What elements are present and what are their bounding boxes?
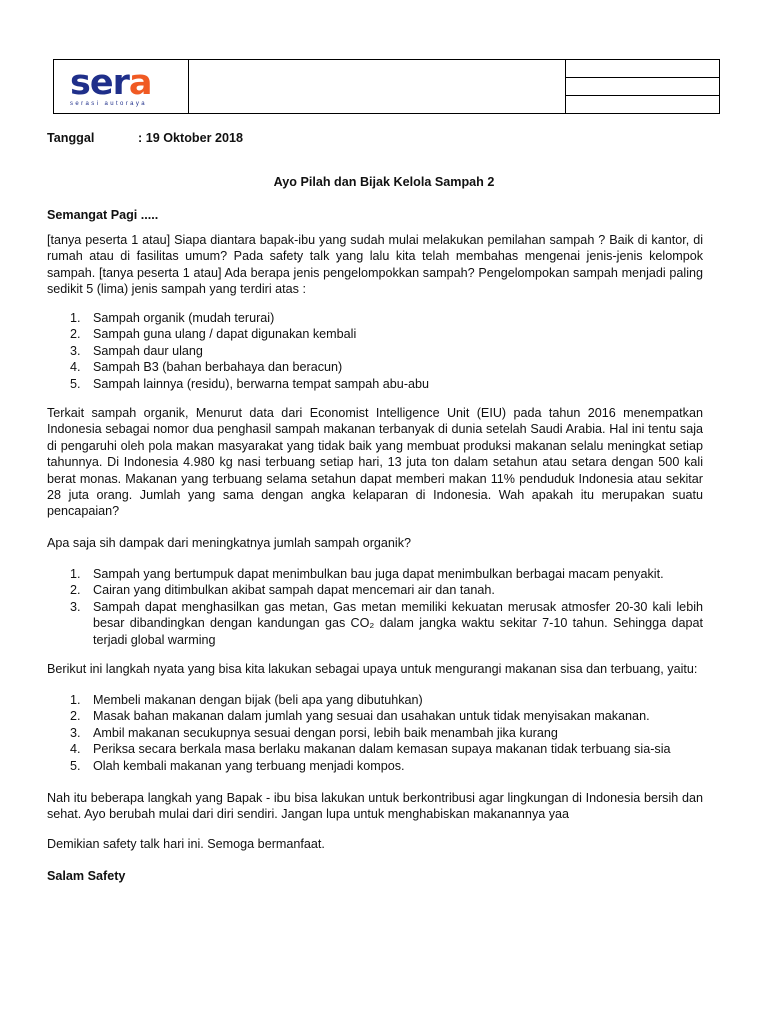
list-item-number: 2. (70, 327, 81, 342)
intro-paragraph: [tanya peserta 1 atau] Siapa diantara bapak-ibu yang sudah mulai melakukan pemilahan sampah ? Baik di kantor, di rumah atau di fasilitas umum? Pada safety talk yang lalu kita telah membahas mengenai jenis-jenis kelompok sampah. [tanya peserta 1 atau] Ada berapa jenis pengelompokkan sampah? Pengelompokan sampah menjadi paling sedikit 5 (lima) jenis sampah yang terdiri atas : (47, 233, 703, 297)
signoff: Salam Safety (47, 869, 126, 883)
logo-tagline: serasi autoraya (70, 101, 148, 107)
list-item-text: Masak bahan makanan dalam jumlah yang sesuai dan usahakan untuk tidak menyisakan makanan. (93, 709, 650, 724)
list-item-text: Sampah guna ulang / dapat digunakan kembali (93, 327, 357, 342)
list-item-text: Sampah daur ulang (93, 343, 203, 358)
company-logo (70, 64, 151, 102)
waste-type-item (47, 376, 703, 392)
impacts-list (47, 566, 703, 648)
steps-intro: Berikut ini langkah nyata yang bisa kita lakukan sebagai upaya untuk mengurangi makanan sisa dan terbuang, yaitu: (47, 662, 698, 676)
date-value: : 19 Oktober 2018 (138, 131, 243, 145)
list-item-text: Membeli makanan dengan bijak (beli apa yang dibutuhkan) (93, 693, 423, 707)
impact-question: Apa saja sih dampak dari meningkatnya jumlah sampah organik? (47, 536, 412, 550)
logo-cell (54, 60, 189, 113)
list-item-number: 2. (70, 709, 81, 724)
list-item-text: Olah kembali makanan yang terbuang menjadi kompos. (93, 758, 405, 773)
header-row-divider (566, 95, 719, 96)
list-item-text: Sampah lainnya (residu), berwarna tempat sampah abu-abu (93, 376, 430, 391)
list-item-text: Sampah organik (mudah terurai) (93, 311, 275, 325)
organic-waste-paragraph: Terkait sampah organik, Menurut data dari Economist Intelligence Unit (EIU) pada tahun 2016 menempatkan Indonesia sebagai nomor dua penghasil sampah makanan terbanyak di dunia setelah Saudi Arabia. Hal ini tentu saja di pengaruhi oleh pola makan masyarakat yang tidak baik yang membuat produksi makanan selalu meningkat setiap tahunnya. Di Indonesia 4.980 kg nasi terbuang setiap hari, 13 juta ton dalam setahun atau setara dengan 500 kali berat monas. Makanan yang terbuang selama setahun dapat memberi makan 11% penduduk Indonesia atau sekitar 28 juta orang. Jumlah yang sama dengan angka kelaparan di Indonesia. Wah apakah itu merupakan suatu pencapaian? (47, 406, 703, 519)
waste-type-item (47, 359, 703, 375)
closing-line: Demikian safety talk hari ini. Semoga bermanfaat. (47, 837, 325, 851)
list-item-number: 1. (70, 567, 81, 581)
list-item-text: Ambil makanan secukupnya sesuai dengan porsi, lebih baik menambah jika kurang (93, 725, 558, 740)
impact-item (47, 599, 703, 648)
document-header-table (53, 59, 720, 114)
waste-type-item (47, 310, 703, 326)
step-item (47, 708, 703, 724)
waste-types-list (47, 310, 703, 392)
list-item-number: 1. (70, 311, 81, 325)
header-row-divider (566, 77, 719, 78)
step-item (47, 725, 703, 741)
header-title-cell (189, 60, 566, 113)
impact-item (47, 566, 703, 582)
step-item (47, 741, 703, 757)
list-item-text: Sampah B3 (bahan berbahaya dan beracun) (93, 360, 343, 375)
list-item-number: 3. (70, 343, 81, 358)
list-item-number: 4. (70, 742, 81, 757)
list-item-number: 4. (70, 360, 81, 375)
greeting: Semangat Pagi ..... (47, 208, 159, 222)
waste-type-item (47, 343, 703, 359)
list-item-number: 3. (70, 725, 81, 740)
logo-wordmark: sera (70, 63, 152, 103)
logo-accent-letter: a (128, 63, 152, 103)
steps-list (47, 692, 703, 774)
waste-type-item (47, 326, 703, 342)
list-item-number: 5. (70, 758, 81, 773)
list-item-number: 3. (70, 599, 81, 614)
list-item-text: Sampah dapat menghasilkan gas metan, Gas metan memiliki kekuatan merusak atmosfer 20-30 kali lebih besar dibandingkan dengan kandungan gas CO₂ dalam jangka waktu sekitar 7-10 tahun. Sehingga dapat terjadi global warming (93, 599, 703, 647)
list-item-number: 1. (70, 693, 81, 707)
date-label: Tanggal (47, 131, 95, 145)
step-item (47, 758, 703, 774)
closing-paragraph: Nah itu beberapa langkah yang Bapak - ibu bisa lakukan untuk berkontribusi agar lingkungan di Indonesia bersih dan sehat. Ayo berubah mulai dari diri sendiri. Jangan lupa untuk menghabiskan makanannya yaa (47, 791, 703, 822)
step-item (47, 692, 703, 708)
list-item-number: 2. (70, 583, 81, 598)
list-item-text: Sampah yang bertumpuk dapat menimbulkan bau juga dapat menimbulkan berbagai macam penyakit. (93, 567, 664, 581)
list-item-number: 5. (70, 376, 81, 391)
document-title: Ayo Pilah dan Bijak Kelola Sampah 2 (273, 175, 495, 189)
list-item-text: Periksa secara berkala masa berlaku makanan dalam kemasan supaya makanan tidak terbuang sia-sia (93, 742, 671, 757)
header-info-cell (566, 60, 719, 113)
list-item-text: Cairan yang ditimbulkan akibat sampah dapat mencemari air dan tanah. (93, 583, 495, 598)
impact-item (47, 582, 703, 598)
